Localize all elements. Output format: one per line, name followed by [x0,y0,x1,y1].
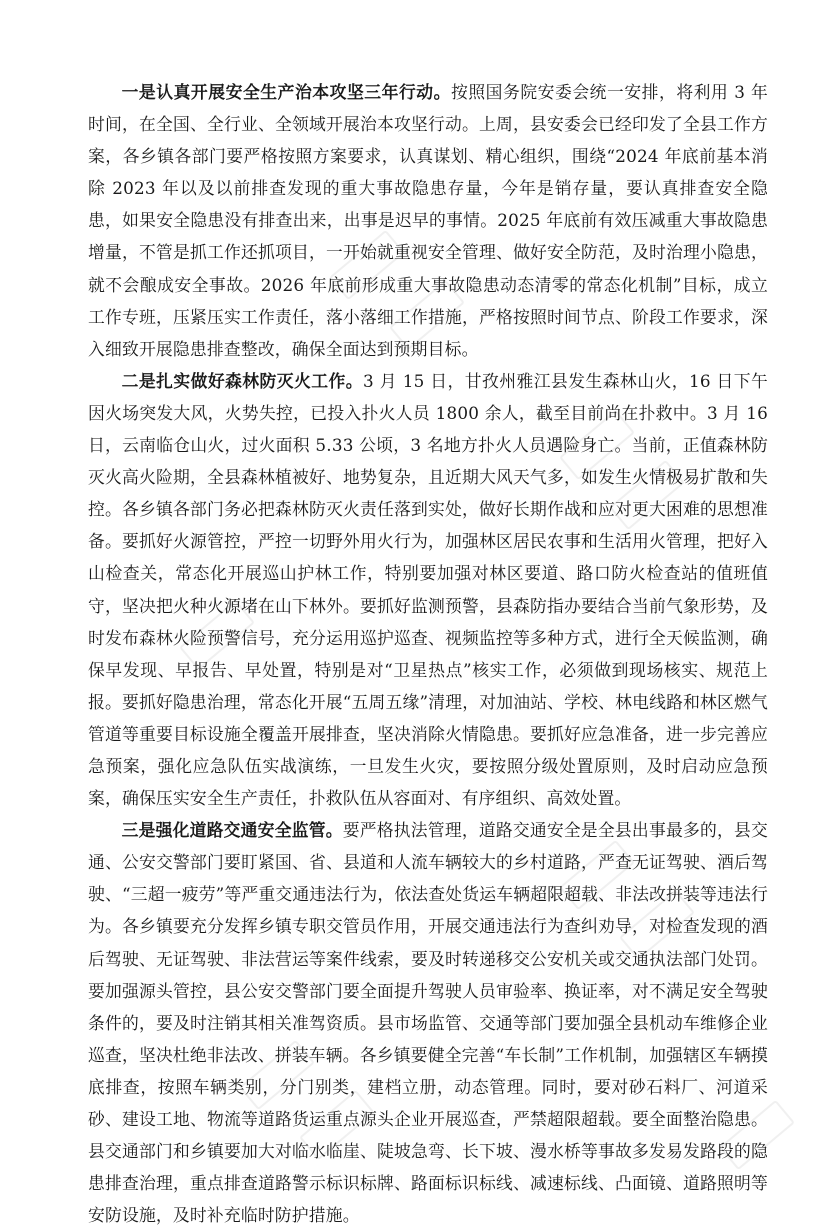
paragraph-2-heading: 二是扎实做好森林防灭火工作。 [121,370,364,391]
paragraph-3-heading: 三是强化道路交通安全监管。 [121,820,343,841]
paragraph-1-text: 按照国务院安委会统一安排，将利用 3 年时间，在全国、全行业、全领域开展治本攻坚行动。上周，县安委会已经印发了全县工作方案，各乡镇各部门要严格按照方案要求，认真谋划、精心组织，围绕“2024 年底前基本消除 2023 年以及以前排查发现的重大事故隐患存量，今年是销存量，要认真排查安全隐患，如果安全隐患没有排查出来，出事是迟早的事情。2025 年底前有效压减重大事故隐患增量，不管是抓工作还抓项目，一开始就重视安全管理、做好安全防范，及时治理小隐患，就不会酿成安全事故。2026 年底前形成重大事故隐患动态清零的常态化机制”目标，成立工作专班，压紧压实工作责任，落小落细工作措施，严格按照时间节点、阶段工作要求，深入细致开展隐患排查整改，确保全面达到预期目标。 [88,82,768,359]
document-body [88,76,768,1231]
paragraph-2-text: 3 月 15 日，甘孜州雅江县发生森林山火，16 日下午因火场突发大风，火势失控，已投入扑火人员 1800 余人，截至目前尚在扑救中。3 月 16 日，云南临仓山火，过火面积 5.33 公顷，3 名地方扑火人员遇险身亡。当前，正值森林防灭火高火险期，全县森林植被好、地势复杂，且近期大风天气多，如发生火情极易扩散和失控。各乡镇各部门务必把森林防灭火责任落到实处，做好长期作战和应对更大困难的思想准备。要抓好火源管控，严控一切野外用火行为，加强林区居民农事和生活用火管理，把好入山检查关，常态化开展巡山护林工作，特别要加强对林区要道、路口防火检查站的值班值守，坚决把火种火源堵在山下林外。要抓好监测预警，县森防指办要结合当前气象形势，及时发布森林火险预警信号，充分运用巡护巡查、视频监控等多种方式，进行全天候监测，确保早发现、早报告、早处置，特别是对“卫星热点”核实工作，必须做到现场核实、规范上报。要抓好隐患治理，常态化开展“五周五缘”清理，对加油站、学校、林电线路和林区燃气管道等重要目标设施全覆盖开展排查，坚决消除火情隐患。要抓好应急准备，进一步完善应急预案，强化应急队伍实战演练，一旦发生火灾，要按照分级处置原则，及时启动应急预案，确保压实安全生产责任，扑救队伍从容面对、有序组织、高效处置。 [88,370,768,809]
paragraph-1-heading: 一是认真开展安全生产治本攻坚三年行动。 [121,82,451,102]
paragraph-1 [88,76,768,365]
paragraph-3 [88,814,768,1231]
paragraph-2 [88,365,768,814]
paragraph-3-text: 要严格执法管理，道路交通安全是全县出事最多的，县交通、公安交警部门要盯紧国、省、县道和人流车辆较大的乡村道路，严查无证驾驶、酒后驾驶、“三超一疲劳”等严重交通违法行为，依法查处货运车辆超限超载、非法改拼装等违法行为。各乡镇要充分发挥乡镇专职交管员作用，开展交通违法行为查纠劝导，对检查发现的酒后驾驶、无证驾驶、非法营运等案件线索，要及时转递移交公安机关或交通执法部门处罚。要加强源头管控，县公安交警部门要全面提升驾驶人员审验率、换证率，对不满足安全驾驶条件的，要及时注销其相关准驾资质。县市场监管、交通等部门要加强全县机动车维修企业巡查，坚决杜绝非法改、拼装车辆。各乡镇要健全完善“车长制”工作机制，加强辖区车辆摸底排查，按照车辆类别，分门别类，建档立册，动态管理。同时，要对砂石料厂、河道采砂、建设工地、物流等道路货运重点源头企业开展巡查，严禁超限超载。要全面整治隐患。县交通部门和乡镇要加大对临水临崖、陡坡急弯、长下坡、漫水桥等事故多发易发路段的隐患排查治理，重点排查道路警示标识标牌、路面标识标线、减速标线、凸面镜、道路照明等安防设施，及时补充临时防护措施。 [88,820,768,1226]
